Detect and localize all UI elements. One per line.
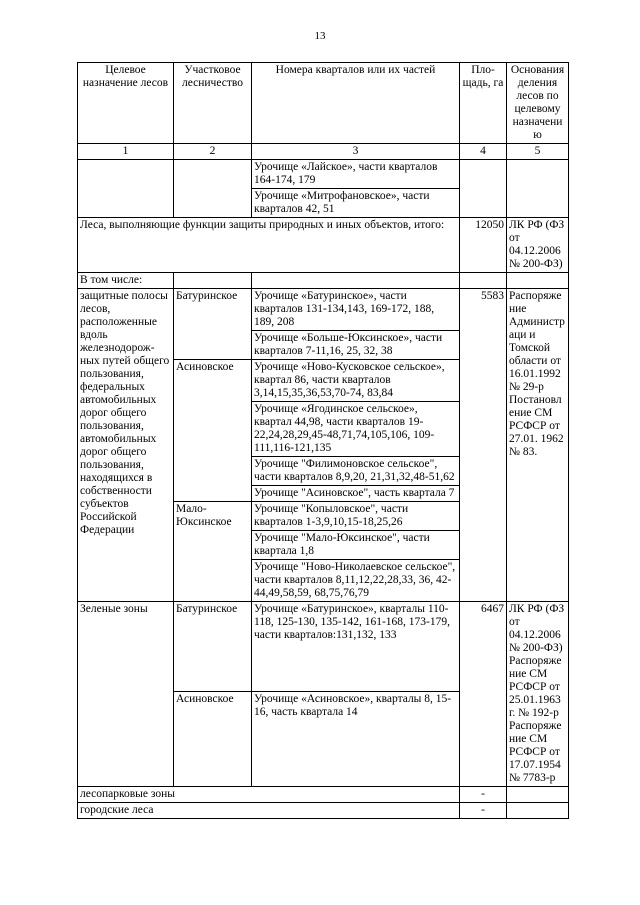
forest-purpose-table	[77, 62, 569, 819]
green-basis: ЛК РФ (ФЗ от 04.12.2006 № 200-ФЗ) Распоряжение СМ РСФСР от 25.01.1963 г. № 192-р Распоряжение СМ РСФСР от 17.07.1954 № 7783-р	[507, 602, 569, 787]
strips-basis: Распоряжение Администраци и Томской области от 16.01.1992 № 29-р Постановление СМ РСФСР от 27.01. 1962 № 83.	[507, 289, 569, 602]
city-forest-label: городские леса	[78, 803, 460, 819]
forest-park-row	[78, 787, 569, 803]
table-row	[78, 160, 569, 189]
quarters-cell: Урочище "Ново-Николаевское сельское", части кварталов 8,11,12,22,28,33, 36, 42-44,49,58,59, 68,75,76,79	[252, 560, 460, 602]
column-number: 1	[78, 144, 174, 160]
quarters-cell: Урочище «Асиновское», кварталы 8, 15-16, часть квартала 14	[252, 692, 460, 787]
column-number: 4	[460, 144, 507, 160]
column-numbers-row	[78, 144, 569, 160]
forestry-name: Мало- Юксинское	[174, 502, 252, 602]
page-number: 13	[314, 30, 326, 42]
quarters-cell: Урочище "Копыловское", части кварталов 1-3,9,10,15-18,25,26	[252, 502, 460, 531]
quarters-cell: Урочище «Больше-Юксинское», части кварталов 7-11,16, 25, 32, 38	[252, 331, 460, 360]
forestry-name: Асиновское	[174, 360, 252, 502]
protective-total-row	[78, 218, 569, 273]
table-row	[78, 602, 569, 692]
header-quarters: Номера кварталов или их частей	[252, 63, 460, 144]
header-forestry: Участковое лесничество	[174, 63, 252, 144]
forestry-name: Батуринское	[174, 602, 252, 692]
forestry-name: Батуринское	[174, 289, 252, 360]
quarters-cell: Урочище «Батуринское», кварталы 110-118, 125-130, 135-142, 161-168, 173-179, части кварталов:131,132, 133	[252, 602, 460, 692]
header-area: Пло- щадь, га	[460, 63, 507, 144]
city-forest-area: -	[460, 803, 507, 819]
column-number: 3	[252, 144, 460, 160]
quarters-cell: Урочище «Лайское», части кварталов 164-174, 179	[252, 160, 460, 189]
quarters-cell: Урочище "Асиновское", часть квартала 7	[252, 486, 460, 502]
column-number: 2	[174, 144, 252, 160]
quarters-cell: Урочище «Батуринское», части кварталов 131-134,143, 169-172, 188, 189, 208	[252, 289, 460, 331]
header-row	[78, 63, 569, 144]
in-that-number-row	[78, 273, 569, 289]
green-area: 6467	[460, 602, 507, 787]
strips-area: 5583	[460, 289, 507, 602]
header-basis: Основания деления лесов по целевому назначению	[507, 63, 569, 144]
column-number: 5	[507, 144, 569, 160]
quarters-cell: Урочище «Митрофановское», части кварталов 42, 51	[252, 189, 460, 218]
in-that-number-label: В том числе:	[78, 273, 174, 289]
header-purpose: Целевое назначение лесов	[78, 63, 174, 144]
protective-label: Леса, выполняющие функции защиты природных и иных объектов, итого:	[78, 218, 460, 273]
forest-park-label: лесопарковые зоны	[78, 787, 460, 803]
forest-park-area: -	[460, 787, 507, 803]
quarters-cell: Урочище «Ново-Кусковское сельское», квартал 86, части кварталов 3,14,15,35,36,53,70-74, 83,84	[252, 360, 460, 402]
strips-label: защитные полосы лесов, расположенные вдоль железнодорож- ных путей общего пользования, федеральных автомобильных дорог общего пользования, автомобильных дорог общего пользования, находящихся в собственности субъектов Российской Федерации	[78, 289, 174, 602]
quarters-cell: Урочище "Филимоновское сельское", части кварталов 8,9,20, 21,31,32,48-51,62	[252, 457, 460, 486]
protective-basis: ЛК РФ (ФЗ от 04.12.2006 № 200-ФЗ)	[507, 218, 569, 273]
quarters-cell: Урочище «Ягодинское сельское», квартал 44,98, части кварталов 19-22,24,28,29,45-48,71,74,105,106, 109-111,116-121,135	[252, 402, 460, 457]
forestry-name: Асиновское	[174, 692, 252, 787]
quarters-cell: Урочище "Мало-Юксинское", части квартала 1,8	[252, 531, 460, 560]
protective-area: 12050	[460, 218, 507, 273]
city-forest-row	[78, 803, 569, 819]
table-row	[78, 289, 569, 331]
green-label: Зеленые зоны	[78, 602, 174, 787]
